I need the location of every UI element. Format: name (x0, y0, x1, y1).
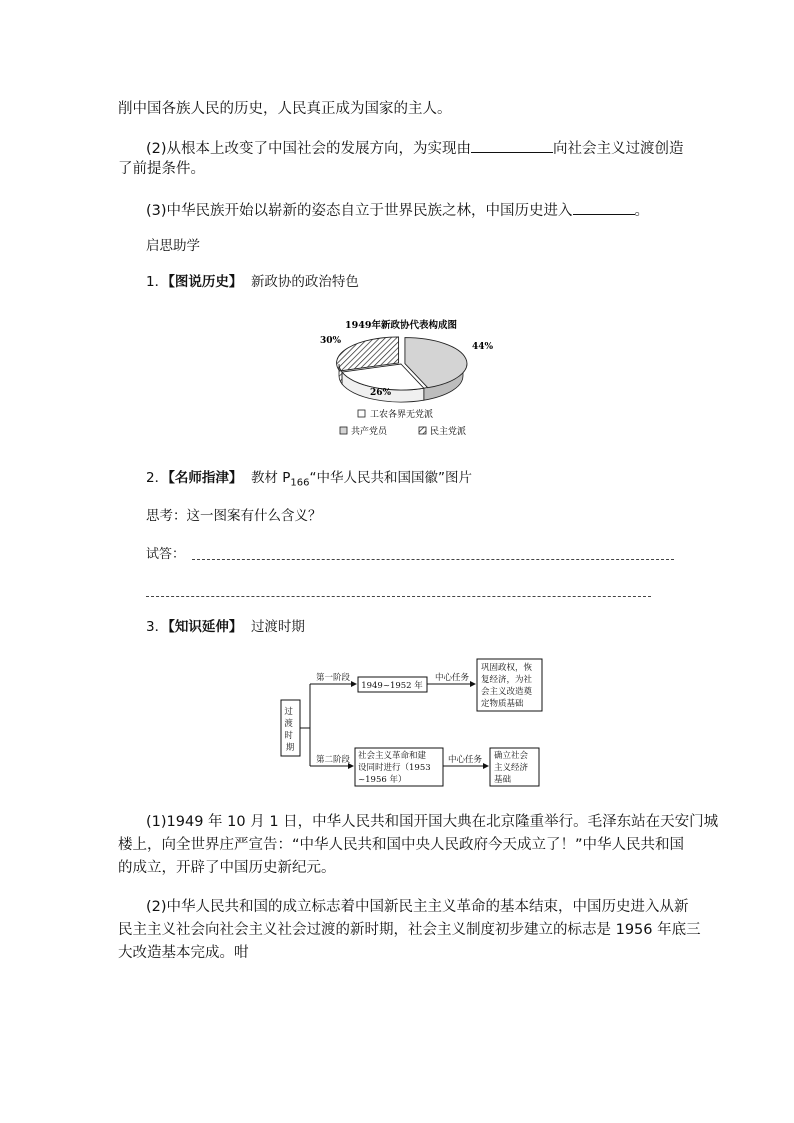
question-tag: 【知识延伸】 (168, 619, 243, 635)
extension-1-line-2: 楼上，向全世界庄严宣告：“中华人民共和国中央人民政府今天成立了！”中华人民共和国 (118, 837, 685, 853)
slice-label-workers: 26% (370, 388, 392, 398)
stage-2-task-label: 中心任务 (448, 755, 483, 765)
fill-blank[interactable] (573, 198, 635, 215)
stage-2-period-line: 设同时进行（1953 (358, 763, 431, 773)
item-3-line (146, 198, 649, 221)
question-tag: 【图说历史】 (168, 274, 243, 290)
extension-1-line-1: (1)1949 年 10 月 1 日，中华人民共和国开国大典在北京隆重举行。毛泽东站在天安门城 (146, 814, 719, 830)
paragraph-line: 削中国各族人民的历史，人民真正成为国家的主人。 (118, 101, 452, 117)
question-title: 新政协的政治特色 (250, 274, 359, 290)
item-3-text-a: (3)中华民族开始以崭新的姿态自立于世界民族之林，中国历史进入 (146, 203, 573, 219)
item-3-text-b: 。 (634, 203, 650, 219)
stage-1-result-line: 巩固政权，恢 (481, 663, 533, 673)
pie-body (337, 337, 467, 402)
legend-label: 共产党员 (351, 427, 388, 437)
legend-swatch-gray (340, 427, 347, 434)
stage-2-label: 第二阶段 (316, 755, 351, 765)
legend-label: 工农各界无党派 (370, 410, 434, 420)
root-label: 过 渡 时 期 (284, 707, 295, 753)
legend-swatch-hatch (419, 427, 426, 434)
legend-label: 民主党派 (430, 427, 467, 437)
chart-title: 1949年新政协代表构成图 (345, 320, 457, 331)
item-2-line-1 (146, 136, 684, 159)
pie-chart (318, 312, 494, 442)
item-2-text-b: 向社会主义过渡创造 (553, 141, 684, 157)
extension-2-line-2: 民主主义社会向社会主义社会过渡的新时期，社会主义制度初步建立的标志是 1956 年底三 (118, 922, 701, 938)
question-title: 过渡时期 (250, 619, 305, 635)
section-title: 启思助学 (146, 238, 200, 254)
extension-2-line-3: 大改造基本完成。咁 (118, 945, 249, 961)
stage-2-result-line: 主义经济 (494, 763, 529, 773)
stage-2-period-line: ~1956 年） (358, 775, 407, 785)
slice-label-communist: 44% (472, 342, 494, 352)
extension-1-line-3: 的成立，开辟了中国历史新纪元。 (118, 860, 336, 876)
page-subscript: 166 (290, 477, 310, 489)
question-text: 教材 P (250, 470, 291, 486)
stage-1-result-line: 会主义改造奠 (481, 687, 533, 697)
item-2-line-2: 了前提条件。 (118, 161, 205, 177)
stage-1-result-line: 定物质基础 (481, 699, 524, 709)
item-2-text-a: (2)从根本上改变了中国社会的发展方向，为实现由 (146, 141, 472, 157)
question-text: “中华人民共和国国徽”图片 (309, 470, 472, 486)
stage-2-result-line: 确立社会 (494, 751, 529, 761)
question-tag: 【名师指津】 (168, 470, 243, 486)
transition-diagram (278, 652, 540, 790)
stage-1-task-label: 中心任务 (435, 673, 470, 683)
answer-label: 试答： (146, 547, 186, 562)
stage-1-result-line: 复经济，为社 (481, 675, 533, 685)
think-prompt: 思考：这一图案有什么含义？ (146, 508, 322, 524)
question-2-heading (146, 468, 472, 494)
answer-line[interactable] (146, 596, 651, 597)
extension-2-line-1: (2)中华人民共和国的成立标志着中国新民主主义革命的基本结束，中国历史进入从新 (146, 899, 689, 915)
question-number: 1． (146, 274, 169, 290)
question-3-heading (146, 617, 305, 637)
legend-swatch-white (358, 410, 365, 417)
question-number: 2． (146, 470, 169, 486)
answer-line[interactable] (192, 559, 674, 560)
slice-label-democratic: 30% (320, 336, 342, 346)
question-1-heading (146, 272, 359, 292)
stage-1-label: 第一阶段 (316, 673, 351, 683)
stage-2-result-line: 基础 (494, 775, 512, 785)
fill-blank[interactable] (471, 136, 553, 153)
stage-2-period-line: 社会主义革命和建 (358, 751, 427, 761)
question-number: 3． (146, 619, 169, 635)
stage-1-period: 1949~1952 年 (361, 681, 423, 691)
